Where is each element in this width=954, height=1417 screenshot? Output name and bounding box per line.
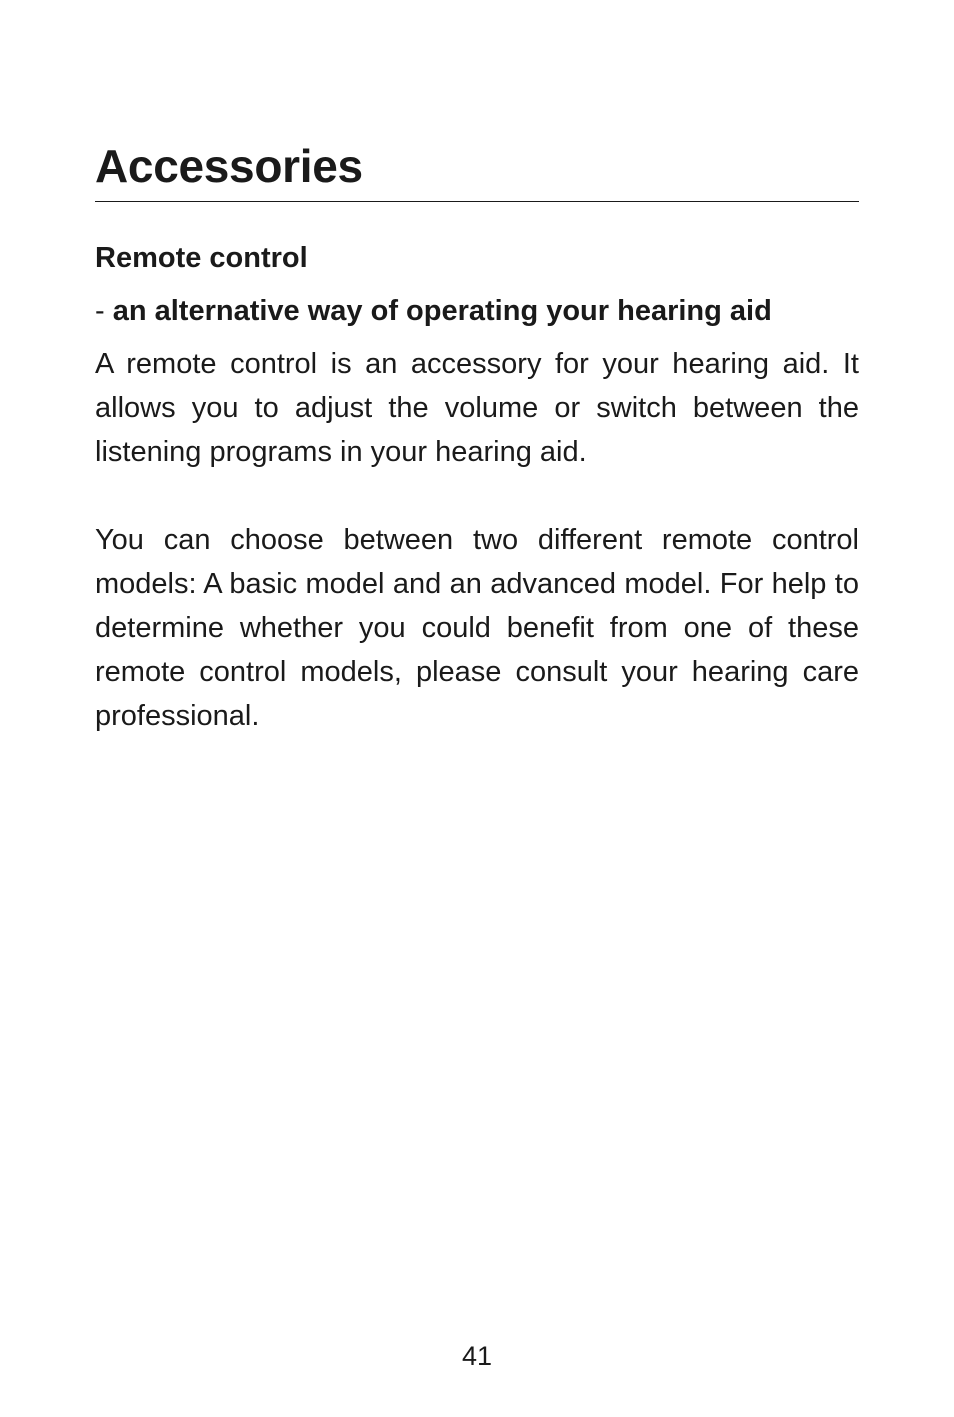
subheading-dash: - <box>95 295 113 327</box>
body-paragraph-2: You can choose between two different remote control models: A basic model and an advanced model. For help to determine whether you could benefit from one of these remote control models, please consult your hearing care professional. <box>95 524 859 732</box>
subheading-text: an alternative way of operating your hearing aid <box>112 295 772 327</box>
title-divider <box>95 201 859 202</box>
body-paragraph-1: A remote control is an accessory for your hearing aid. It allows you to adjust the volume or switch between the listening programs in your hearing aid. <box>95 348 859 468</box>
page-number: 41 <box>461 1341 493 1371</box>
main-content <box>95 236 859 738</box>
page-title: Accessories <box>95 140 363 192</box>
section-heading: Remote control <box>95 242 308 274</box>
section-subheading <box>95 289 859 333</box>
